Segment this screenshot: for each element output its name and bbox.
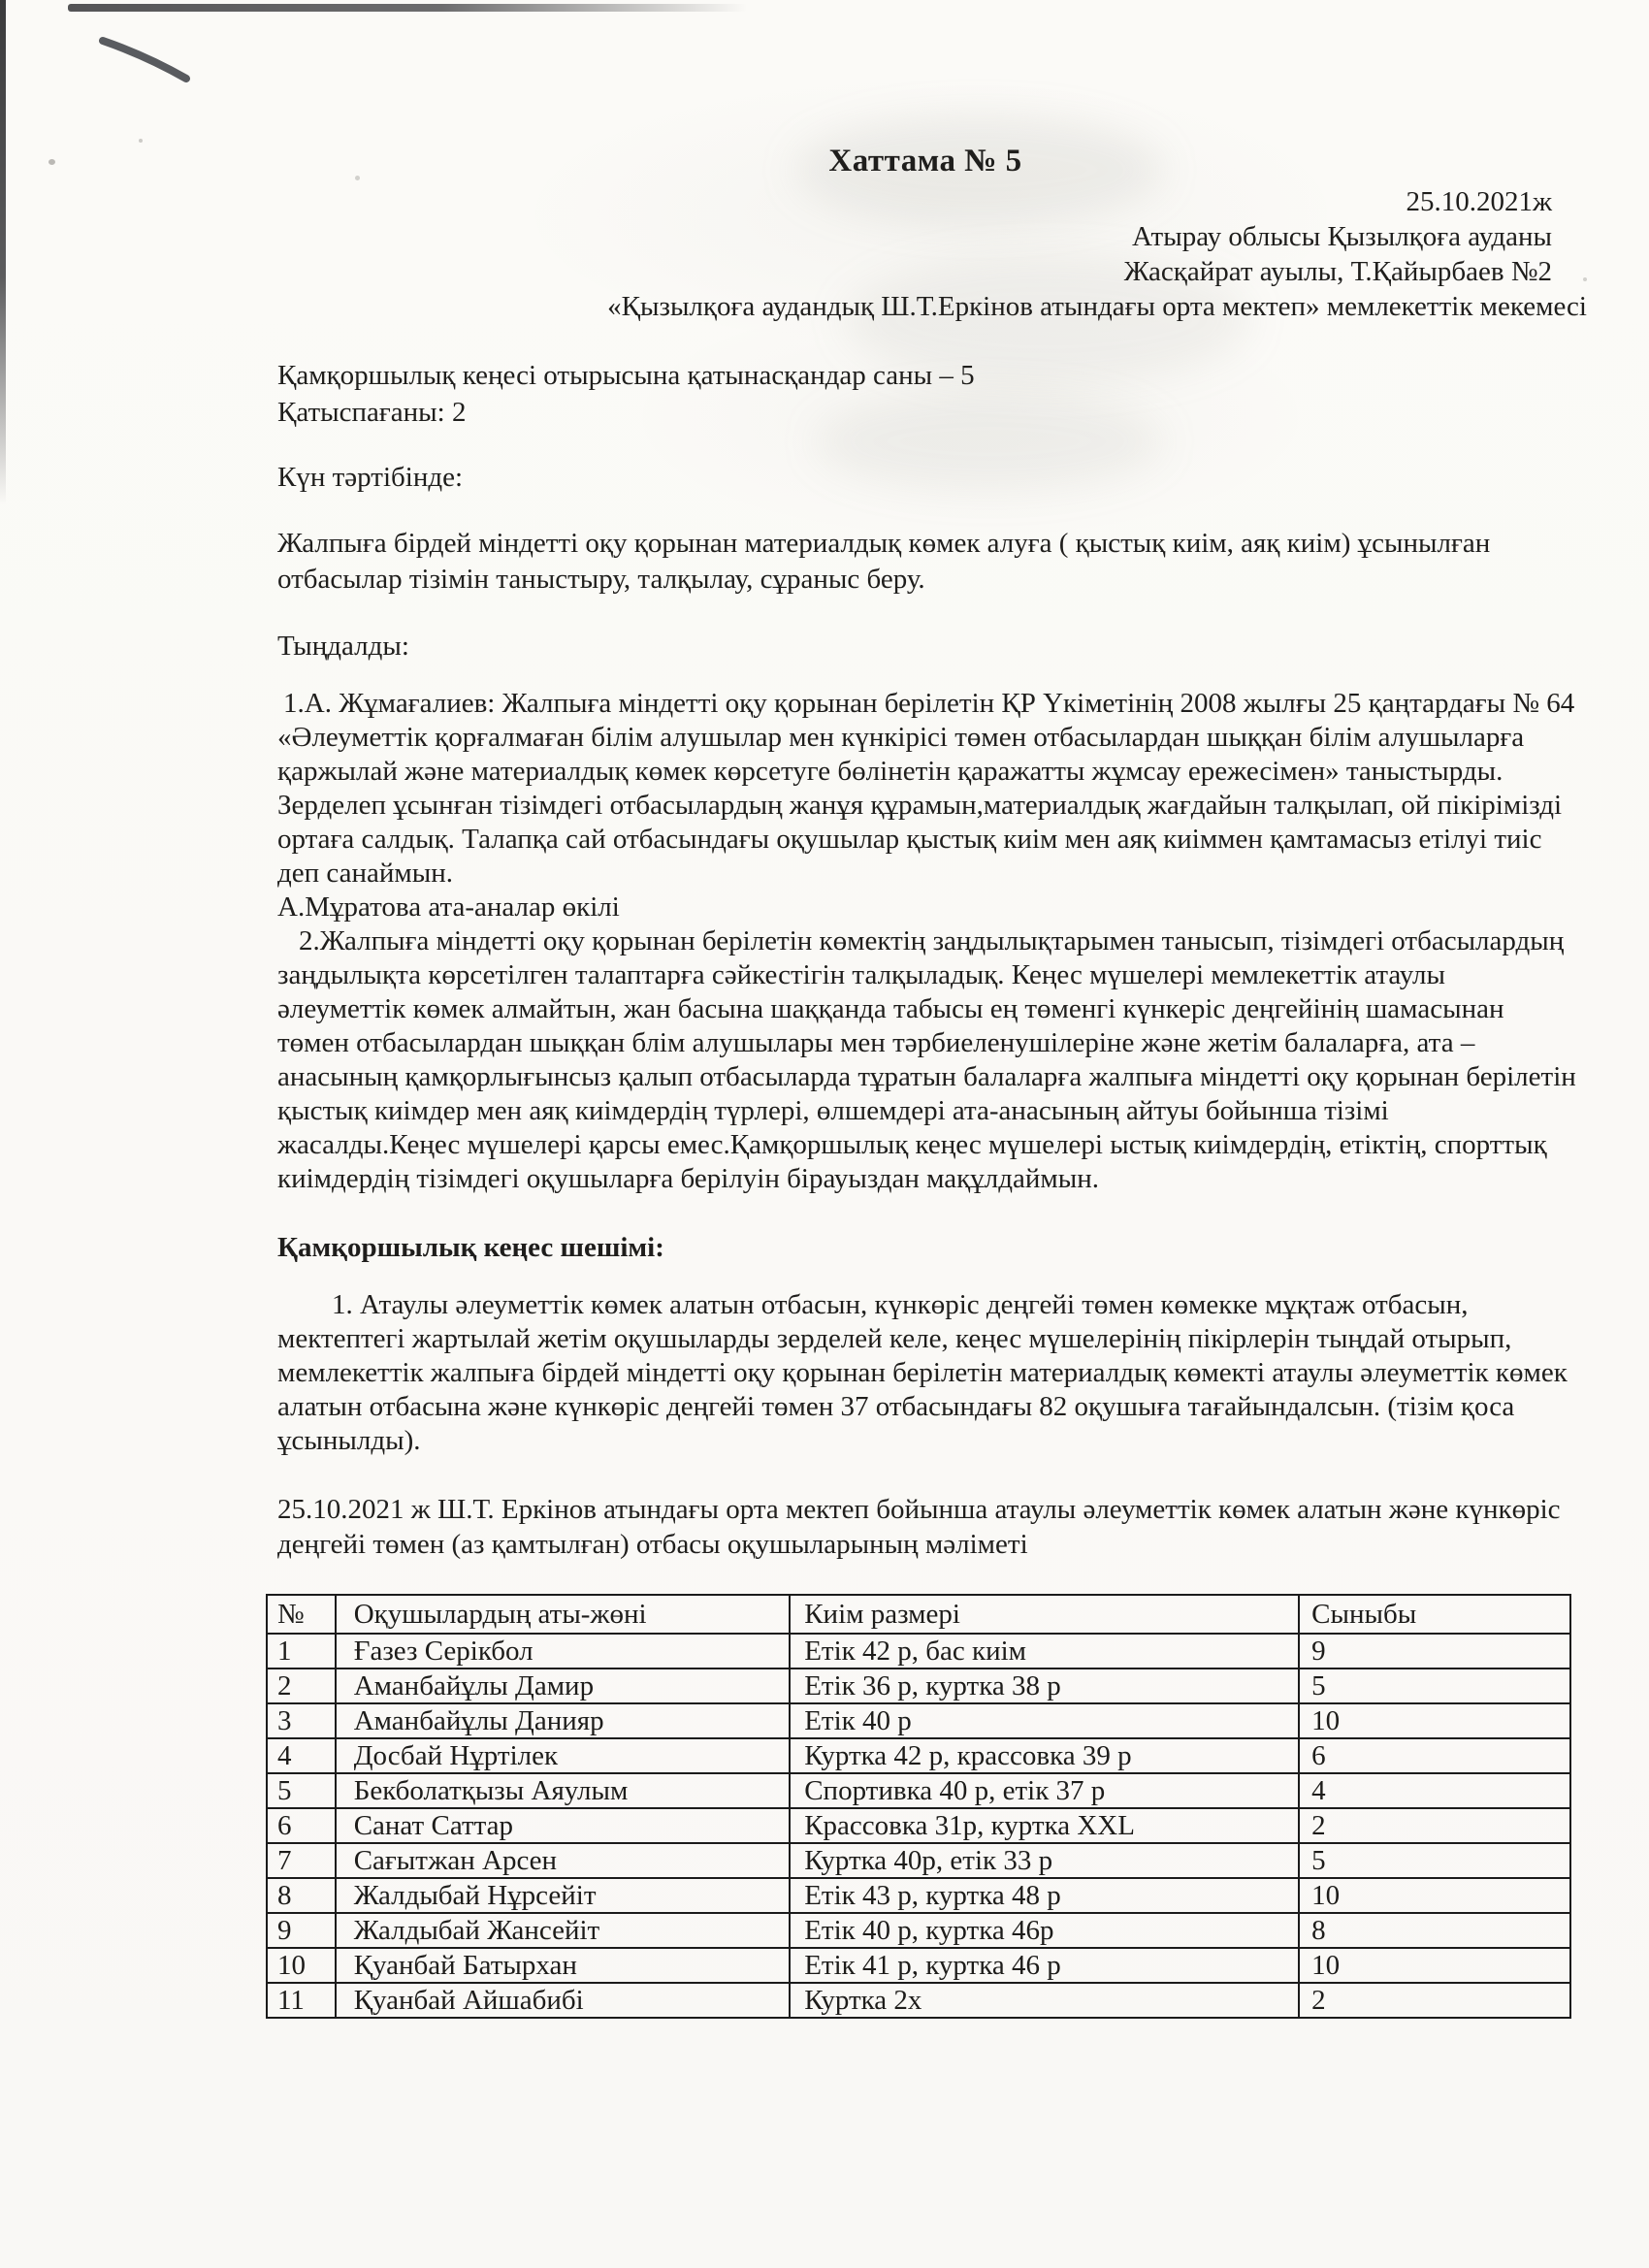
table-intro: 25.10.2021 ж Ш.Т. Еркінов атындағы орта мектеп бойынша атаулы әлеуметтік көмек алатын және күнкөріс деңгейі төмен (аз қамтылған) отбасы оқушыларының мәліметі <box>277 1494 1561 1560</box>
speaker-muratova: А.Мұратова ата-аналар өкілі <box>277 891 620 923</box>
cell-grade: 5 <box>1299 1843 1570 1878</box>
heard-speeches <box>277 687 1577 1196</box>
decision-text: 1. Атаулы әлеуметтік көмек алатын отбасын, күнкөріс деңгейі төмен көмекке мұқтаж отбасын, мектептегі жартылай жетім оқушыларды зерделей келе, кеңес мүшелерінің пікірлерін тыңдай отырып, мемлекеттік жалпыға бірдей міндетті оқу қорынан берілетін материалдық көмекті атаулы әлеуметтік көмек алатын отбасына және күнкөріс деңгейі төмен 37 отбасындағы 82 оқушыға тағайындалсын. (тізім қоса ұсынылды). <box>277 1289 1568 1456</box>
paper-speck <box>1583 277 1587 281</box>
cell-name: Қуанбай Батырхан <box>336 1948 791 1983</box>
header-region: Атырау облысы Қызылқоға ауданы <box>1132 221 1552 252</box>
cell-name: Қуанбай Айшабибі <box>336 1983 791 2018</box>
cell-grade: 10 <box>1299 1703 1570 1738</box>
cell-number: 2 <box>267 1669 336 1703</box>
cell-grade: 2 <box>1299 1983 1570 2018</box>
document-header <box>277 184 1587 324</box>
cell-name: Ғазез Серікбол <box>336 1634 791 1669</box>
table-row <box>267 1843 1570 1878</box>
table-row <box>267 1878 1570 1913</box>
cell-size: Етік 41 р, куртка 46 р <box>790 1948 1299 1983</box>
students-table <box>266 1594 1571 2019</box>
attendance-block <box>277 357 1573 431</box>
cell-name: Сағытжан Арсен <box>336 1843 791 1878</box>
table-row <box>267 1634 1570 1669</box>
document-title: Хаттама № 5 <box>828 144 1022 178</box>
cell-name: Жалдыбай Жансейіт <box>336 1913 791 1948</box>
cell-number: 11 <box>267 1983 336 2018</box>
cell-number: 10 <box>267 1948 336 1983</box>
agenda-heading: Күн тәртібінде: <box>277 462 464 493</box>
cell-grade: 6 <box>1299 1738 1570 1773</box>
speech-muratova: 2.Жалпыға міндетті оқу қорынан берілетін көмектің заңдылықтарымен танысып, тізімдегі отбасылардың заңдылықта көрсетілген талаптарға сәйкестігін талқыладық. Кеңес мүшелері мемлекеттік атаулы әлеуметтік көмек алмайтын, жан басына шаққанда табысы ең төменгі күнкеріс деңгейінің шамасынан төмен отбасылардан шыққан блім алушылары мен тәрбиеленушілеріне және жетім балаларға, ата – анасының қамқорлығынсыз қалып отбасыларда тұратын балаларға жалпыға міндетті оқу қорынан берілетін қыстық киімдер мен аяқ киімдердің түрлері, өлшемдері ата-анасының айтуы бойынша тізімі жасалды.Кеңес мүшелері қарсы емес.Қамқоршылық кеңес мүшелері ыстық киімдердің, етіктің, спорттық киімдердің тізімдегі оқушыларға берілуін бірауыздан мақұлдаймын. <box>277 925 1576 1194</box>
cell-size: Етік 40 р, куртка 46р <box>790 1913 1299 1948</box>
cell-size: Етік 36 р, куртка 38 р <box>790 1669 1299 1703</box>
col-name-header: Оқушылардың аты-жөні <box>336 1595 791 1634</box>
agenda-text: Жалпыға бірдей міндетті оқу қорынан материалдық көмек алуға ( қыстық киім, аяқ киім) ұсынылған отбасылар тізімін таныстыру, талқылау, сұраныс беру. <box>277 528 1491 595</box>
cell-number: 4 <box>267 1738 336 1773</box>
table-row <box>267 1738 1570 1773</box>
header-village: Жасқайрат ауылы, Т.Қайырбаев №2 <box>1123 256 1552 287</box>
heard-heading: Тыңдалды: <box>277 631 409 662</box>
table-row <box>267 1669 1570 1703</box>
cell-grade: 4 <box>1299 1773 1570 1808</box>
table-row <box>267 1983 1570 2018</box>
cell-size: Спортивка 40 р, етік 37 р <box>790 1773 1299 1808</box>
table-row <box>267 1808 1570 1843</box>
cell-size: Куртка 2х <box>790 1983 1299 2018</box>
table-row <box>267 1773 1570 1808</box>
cell-grade: 2 <box>1299 1808 1570 1843</box>
attendance-present: Қамқоршылық кеңесі отырысына қатынасқандар саны – 5 <box>277 360 975 391</box>
cell-grade: 9 <box>1299 1634 1570 1669</box>
cell-name: Аманбайұлы Данияр <box>336 1703 791 1738</box>
paper-speck <box>48 159 55 165</box>
pen-mark <box>0 0 291 136</box>
document-date: 25.10.2021ж <box>1406 186 1552 217</box>
cell-size: Етік 40 р <box>790 1703 1299 1738</box>
cell-grade: 8 <box>1299 1913 1570 1948</box>
col-size-header: Киім размері <box>790 1595 1299 1634</box>
cell-number: 9 <box>267 1913 336 1948</box>
speech-zhumagaliyev: 1.А. Жұмағалиев: Жалпыға міндетті оқу қорынан берілетін ҚР Үкіметінің 2008 жылғы 25 қаңтардағы № 64 «Әлеуметтік қорғалмаған білім алушылар мен күнкірісі төмен отбасылардан шыққан білім алушыларға қаржылай және материалдық көмек көрсетуге бөлінетін қаражатты жұмсау ережесімен» таныстырды. Зерделеп ұсынған тізімдегі отбасылардың жанұя құрамын,материалдық жағдайын талқылап, ой пікірімізді ортаға салдық. Талапқа сай отбасындағы оқушылар қыстық киім мен аяқ киіммен қамтамасыз етілуі тиіс деп санаймын. <box>277 688 1575 889</box>
table-row <box>267 1703 1570 1738</box>
cell-number: 1 <box>267 1634 336 1669</box>
cell-size: Куртка 42 р, крассовка 39 р <box>790 1738 1299 1773</box>
cell-number: 3 <box>267 1703 336 1738</box>
cell-number: 8 <box>267 1878 336 1913</box>
cell-grade: 5 <box>1299 1669 1570 1703</box>
table-header-row <box>267 1595 1570 1634</box>
cell-size: Етік 43 р, куртка 48 р <box>790 1878 1299 1913</box>
cell-grade: 10 <box>1299 1878 1570 1913</box>
cell-name: Бекболатқызы Аяулым <box>336 1773 791 1808</box>
cell-name: Аманбайұлы Дамир <box>336 1669 791 1703</box>
attendance-absent: Қатыспағаны: 2 <box>277 397 467 428</box>
cell-number: 5 <box>267 1773 336 1808</box>
header-institution: «Қызылқоға аудандық Ш.Т.Еркінов атындағы орта мектеп» мемлекеттік мекемесі <box>607 291 1587 322</box>
decision-heading: Қамқоршылық кеңес шешімі: <box>277 1232 664 1263</box>
cell-size: Етік 42 р, бас киім <box>790 1634 1299 1669</box>
cell-size: Крассовка 31р, куртка XXL <box>790 1808 1299 1843</box>
table-row <box>267 1913 1570 1948</box>
col-number-header: № <box>267 1595 336 1634</box>
cell-number: 6 <box>267 1808 336 1843</box>
cell-grade: 10 <box>1299 1948 1570 1983</box>
table-row <box>267 1948 1570 1983</box>
cell-name: Жалдыбай Нұрсейіт <box>336 1878 791 1913</box>
cell-number: 7 <box>267 1843 336 1878</box>
cell-name: Досбай Нұртілек <box>336 1738 791 1773</box>
col-grade-header: Сыныбы <box>1299 1595 1570 1634</box>
cell-size: Куртка 40р, етік 33 р <box>790 1843 1299 1878</box>
cell-name: Санат Саттар <box>336 1808 791 1843</box>
paper-speck <box>139 139 143 143</box>
